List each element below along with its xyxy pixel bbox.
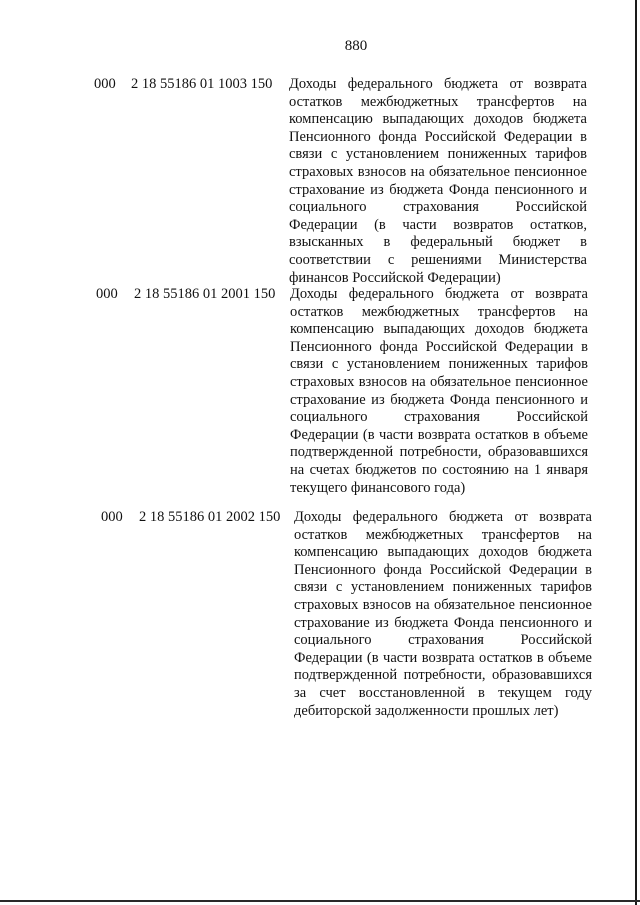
budget-classification-code: 2 18 55186 01 2002 150 [139,509,281,525]
entry-description: Доходы федерального бюджета от возврата остатков межбюджетных трансфертов на компенсацию выпадающих доходов бюджета Пенсионного фонда Российской Федерации в связи с установлением пониженных тарифов страховых взносов на обязательное пенсионное страхование из бюджета Фонда пенсионного и социального страхования Российской Федерации (в части возвратов остатков, взысканных в федеральный бюджет в соответствии с решениями Министерства финансов Российской Федерации) [289,76,587,286]
admin-code: 000 [96,286,118,302]
budget-entry [0,76,640,286]
budget-classification-code: 2 18 55186 01 2001 150 [134,286,276,302]
admin-code: 000 [94,76,116,92]
scan-edge-bottom [0,900,640,902]
budget-classification-code: 2 18 55186 01 1003 150 [131,76,273,92]
admin-code: 000 [101,509,123,525]
budget-entry [0,509,640,719]
entry-description: Доходы федерального бюджета от возврата остатков межбюджетных трансфертов на компенсацию выпадающих доходов бюджета Пенсионного фонда Российской Федерации в связи с установлением пониженных тарифов страховых взносов на обязательное пенсионное страхование из бюджета Фонда пенсионного и социального страхования Российской Федерации (в части возврата остатков в объеме подтвержденной потребности, образовавшихся за счет восстановленной в текущем году дебиторской задолженности прошлых лет) [294,509,592,719]
entry-description: Доходы федерального бюджета от возврата остатков межбюджетных трансфертов на компенсацию выпадающих доходов бюджета Пенсионного фонда Российской Федерации в связи с установлением пониженных тарифов страховых взносов на обязательное пенсионное страхование из бюджета Фонда пенсионного и социального страхования Российской Федерации (в части возврата остатков в объеме подтвержденной потребности, образовавшихся на счетах бюджетов по состоянию на 1 января текущего финансового года) [290,286,588,496]
page-number: 880 [344,38,368,54]
budget-entry [0,286,640,496]
